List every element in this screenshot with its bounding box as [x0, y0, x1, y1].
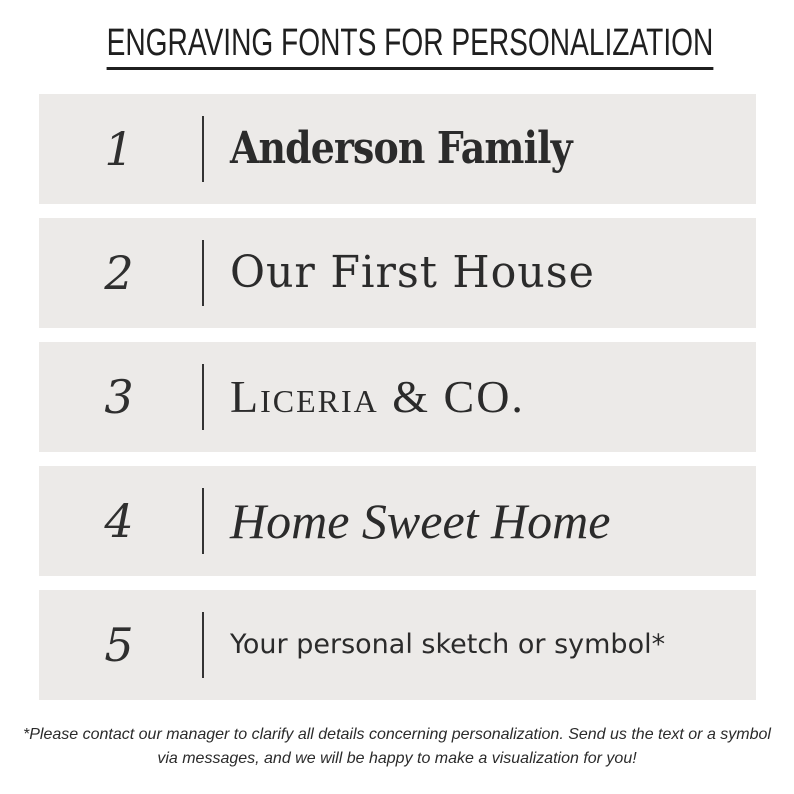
- font-sample: Your personal sketch or symbol*: [230, 629, 666, 660]
- font-option-number: 1: [104, 122, 134, 176]
- divider-line: [202, 488, 204, 554]
- divider-line: [202, 240, 204, 306]
- font-sample: Home Sweet Home: [230, 493, 611, 549]
- font-option-5[interactable]: [39, 590, 756, 700]
- font-option-number: 2: [104, 246, 134, 300]
- personalization-footnote: *Please contact our manager to clarify all details concerning personalization. Send us the text or a symbol via messages, and we will be happy to make a visualization for you!: [23, 726, 771, 767]
- font-sample: Our First House: [230, 247, 595, 298]
- font-sample: Liceria & CO.: [230, 371, 525, 422]
- page-title-text: ENGRAVING FONTS FOR PERSONALIZATION: [107, 20, 714, 70]
- font-option-number: 4: [104, 494, 134, 548]
- font-option-number: 3: [104, 370, 134, 424]
- font-option-3[interactable]: [39, 342, 756, 452]
- font-option-1[interactable]: [39, 94, 756, 204]
- font-sample: Anderson Family: [230, 123, 572, 174]
- font-option-4[interactable]: [39, 466, 756, 576]
- font-option-number: 5: [104, 618, 134, 672]
- page-title: [0, 20, 794, 70]
- font-options-list: [39, 94, 756, 714]
- divider-line: [202, 116, 204, 182]
- font-option-2[interactable]: [39, 218, 756, 328]
- divider-line: [202, 612, 204, 678]
- divider-line: [202, 364, 204, 430]
